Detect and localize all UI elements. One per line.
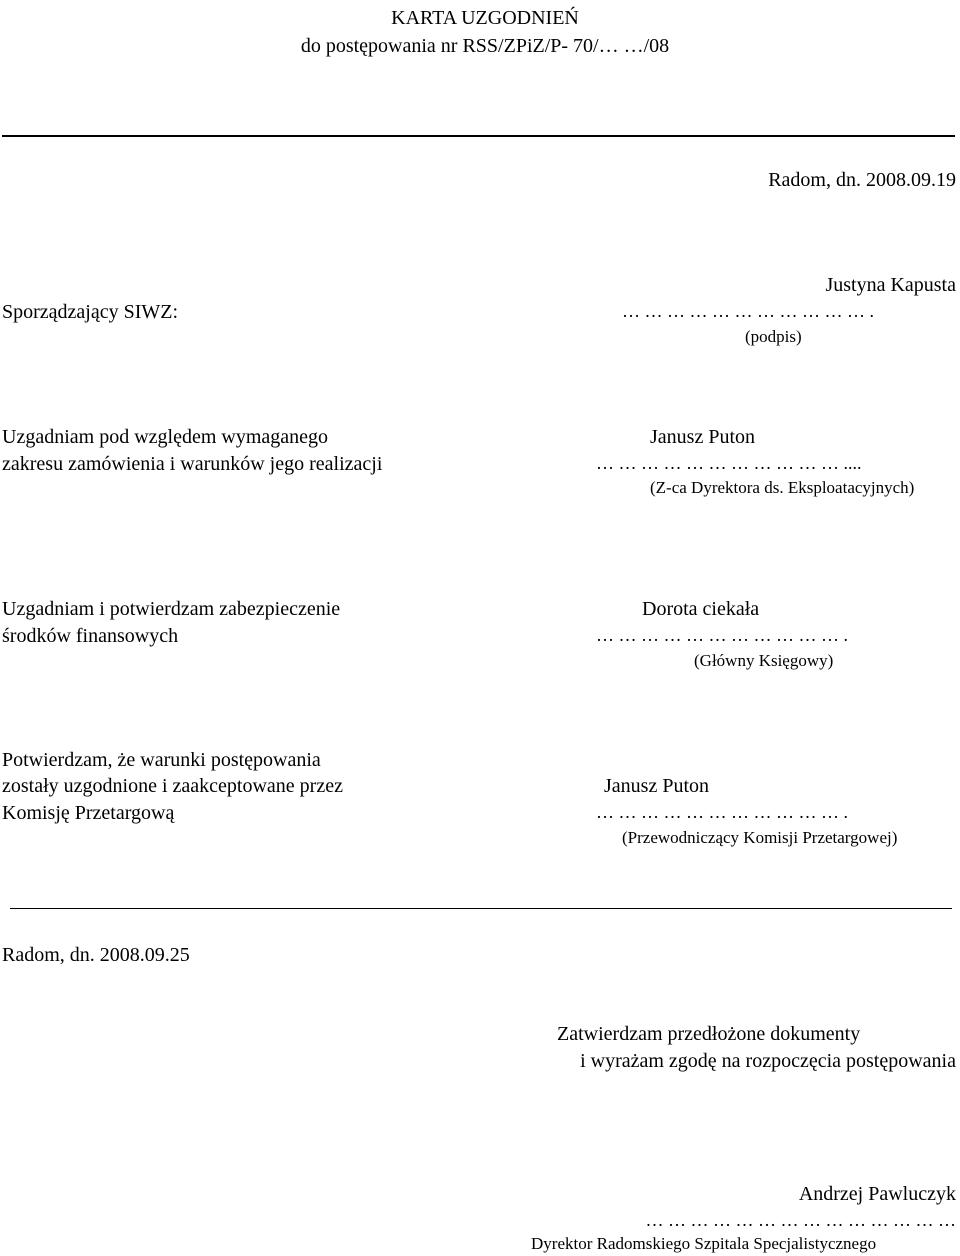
finanse-signature-line: … … … … … … … … … … … .: [596, 625, 848, 645]
director-name: Andrzej Pawluczyk: [798, 1183, 956, 1205]
zakres-signature-line: … … … … … … … … … … … ....: [596, 453, 862, 473]
zakres-role: (Z-ca Dyrektora ds. Eksploatacyjnych): [650, 478, 915, 497]
director-signature-line: … … … … … … … … … … … … … …: [645, 1210, 956, 1230]
komisja-text-line3: Komisję Przetargową: [2, 802, 175, 824]
zakres-text-line1: Uzgadniam pod względem wymaganego: [2, 426, 329, 448]
date-bottom: Radom, dn. 2008.09.25: [2, 944, 190, 966]
finanse-name: Dorota ciekała: [642, 598, 760, 620]
zakres-text-line2: zakresu zamówienia i warunków jego realizacji: [2, 453, 383, 475]
top-divider: [2, 135, 955, 137]
siwz-label: Sporządzający SIWZ:: [2, 301, 179, 323]
middle-divider: [10, 908, 952, 909]
date-top: Radom, dn. 2008.09.19: [768, 169, 956, 191]
zakres-name: Janusz Puton: [650, 426, 755, 448]
komisja-text-line1: Potwierdzam, że warunki postępowania: [2, 749, 321, 771]
komisja-role: (Przewodniczący Komisji Przetargowej): [622, 828, 898, 847]
siwz-name: Justyna Kapusta: [825, 274, 956, 296]
approval-line1: Zatwierdzam przedłożone dokumenty: [557, 1023, 861, 1045]
komisja-text-line2: zostały uzgodnione i zaakceptowane przez: [2, 775, 343, 797]
document-title: KARTA UZGODNIEŃ: [391, 7, 579, 29]
document-subtitle: do postępowania nr RSS/ZPiZ/P- 70/… …/08: [300, 35, 670, 57]
komisja-signature-line: … … … … … … … … … … … .: [596, 802, 848, 822]
siwz-signature-line: … … … … … … … … … … … .: [622, 301, 874, 321]
finanse-role: (Główny Księgowy): [694, 651, 834, 670]
finanse-text-line1: Uzgadniam i potwierdzam zabezpieczenie: [2, 598, 341, 620]
siwz-role: (podpis): [745, 327, 802, 346]
komisja-name: Janusz Puton: [604, 775, 709, 797]
finanse-text-line2: środków finansowych: [2, 625, 179, 647]
director-role: Dyrektor Radomskiego Szpitala Specjalistycznego: [531, 1234, 877, 1253]
approval-line2: i wyrażam zgodę na rozpoczęcia postępowania: [580, 1050, 956, 1072]
